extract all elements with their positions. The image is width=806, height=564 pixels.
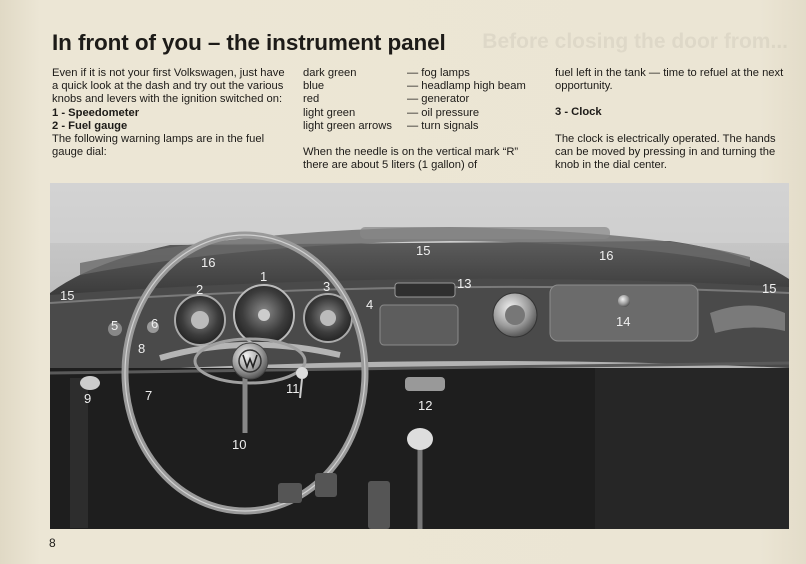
item-fuel-gauge: 2 - Fuel gauge — [52, 119, 128, 132]
callout-5: 5 — [111, 318, 119, 333]
lamp-meaning: — generator — [407, 93, 470, 106]
lamp-meaning: — oil pressure — [407, 106, 480, 119]
lamp-color: dark green — [303, 67, 357, 79]
hood-release — [80, 376, 100, 390]
text-column-3 — [555, 67, 791, 172]
callout-3: 3 — [323, 279, 331, 294]
callout-16-right: 16 — [599, 248, 614, 263]
fuel-needle-paragraph: When the needle is on the vertical mark “R” there are about 5 liters (1 gallon) of — [303, 146, 519, 172]
pedal — [368, 481, 390, 529]
callout-15-right: 15 — [762, 281, 777, 296]
callout-6: 6 — [151, 316, 159, 331]
warning-lamps-intro: The following warning lamps are in the fuel gauge dial: — [52, 133, 265, 159]
radio-panel — [380, 305, 458, 345]
callout-2: 2 — [196, 282, 204, 297]
lamp-row — [303, 67, 543, 80]
callout-11: 11 — [286, 381, 300, 396]
callout-15-top: 15 — [416, 243, 431, 258]
callout-13: 13 — [457, 276, 472, 291]
lamp-row — [303, 93, 543, 106]
callout-8: 8 — [138, 341, 146, 356]
heater-lever — [405, 377, 445, 391]
callout-15-left: 15 — [60, 288, 75, 303]
callout-9: 9 — [84, 391, 92, 406]
fuel-reserve-paragraph: fuel left in the tank — time to refuel at the next opportunity. — [555, 67, 784, 93]
item-speedometer: 1 - Speedometer — [52, 106, 140, 119]
lamp-color: light green arrows — [303, 119, 392, 132]
bleed-through-heading: Before closing the door from... — [482, 30, 788, 53]
callout-14: 14 — [616, 314, 631, 329]
text-column-1 — [52, 67, 290, 159]
lamp-color: red — [303, 93, 320, 106]
page-number: 8 — [49, 536, 56, 550]
text-column-2 — [303, 67, 543, 172]
lamp-row — [303, 120, 543, 133]
pedal — [315, 473, 337, 497]
callout-16-left: 16 — [201, 255, 216, 270]
callout-7: 7 — [145, 388, 153, 403]
lamp-color: blue — [303, 80, 325, 93]
glove-compartment — [550, 285, 698, 341]
callout-12: 12 — [418, 398, 433, 413]
gear-knob — [407, 428, 433, 450]
lamp-row — [303, 80, 543, 93]
pedal — [278, 483, 302, 503]
dashboard-photo — [50, 183, 789, 529]
page-title: In front of you – the instrument panel — [52, 30, 446, 55]
ignition-key-icon — [296, 367, 308, 379]
callout-10: 10 — [232, 437, 247, 452]
lamp-meaning: — headlamp high beam — [407, 80, 526, 93]
intro-paragraph: Even if it is not your first Volkswagen, just have a quick look at the dash and try out the various knobs and levers with the ignition switched on: — [52, 67, 285, 106]
lamp-meaning: — fog lamps — [407, 67, 470, 79]
lamp-color: light green — [303, 106, 356, 119]
callout-1: 1 — [260, 269, 268, 284]
clock-paragraph: The clock is electrically operated. The hands can be moved by pressing in and turning the knob in the dial center. — [555, 132, 776, 172]
callout-4: 4 — [366, 297, 374, 312]
radio-dial — [395, 283, 455, 297]
item-clock: 3 - Clock — [555, 106, 602, 119]
lamp-meaning: — turn signals — [407, 119, 479, 132]
lamp-row — [303, 107, 543, 120]
